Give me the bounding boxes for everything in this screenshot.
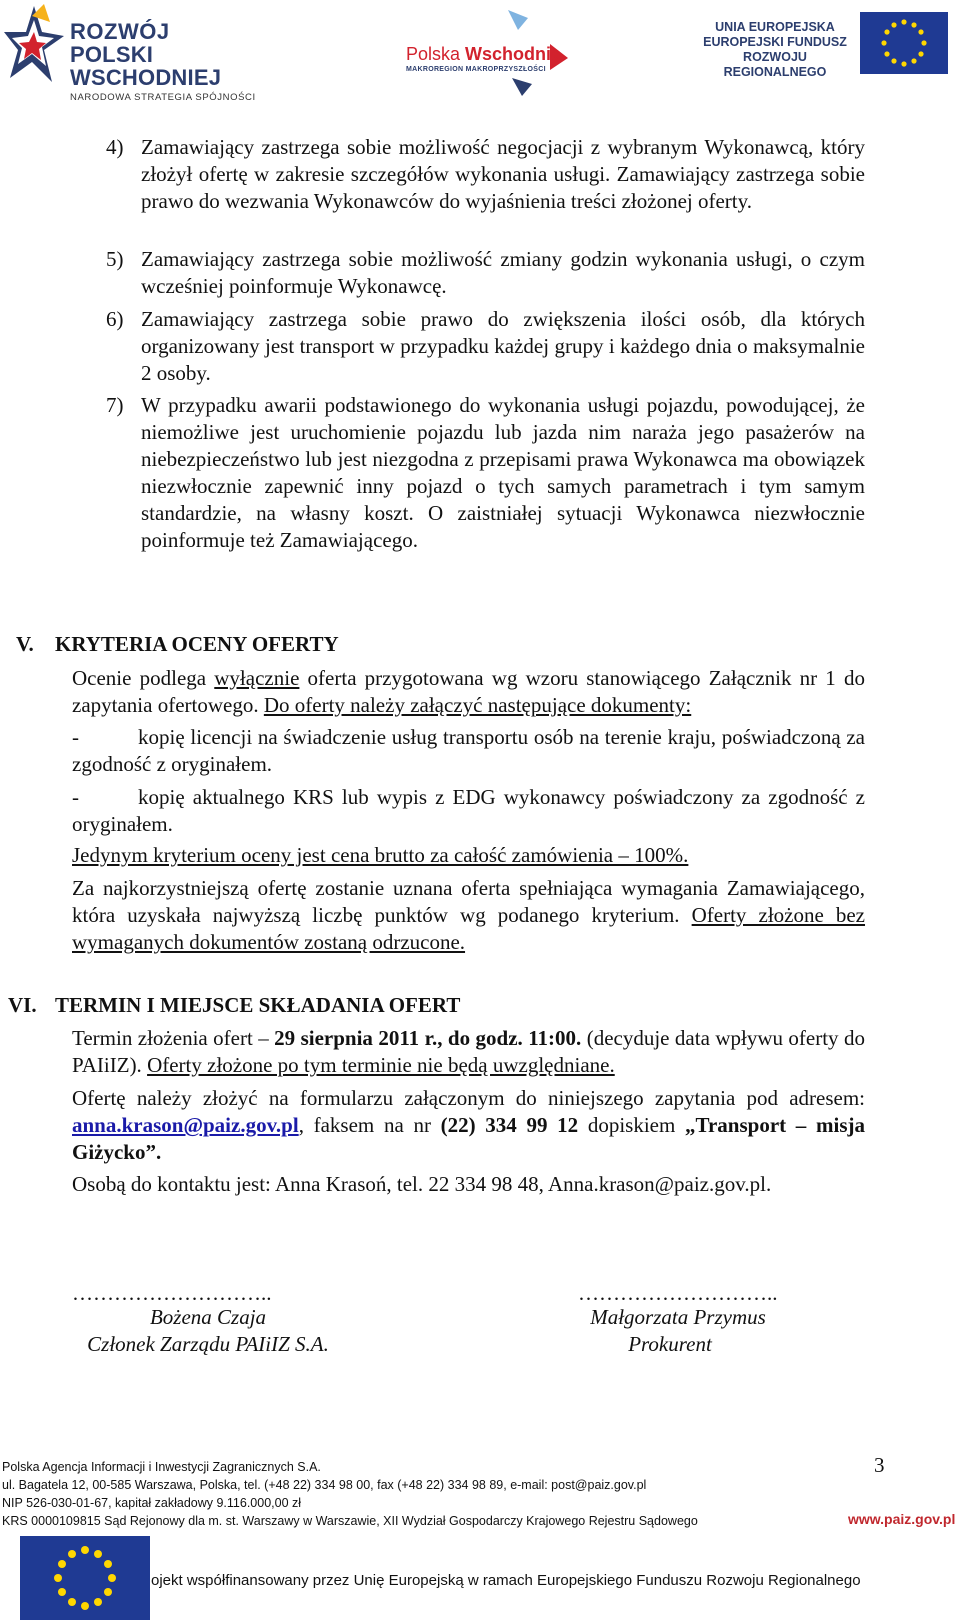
text-run: Termin złożenia ofert – bbox=[72, 1026, 275, 1050]
eu-flag-icon bbox=[860, 12, 948, 74]
item-text: Zamawiający zastrzega sobie możliwość negocjacji z wybranym Wykonawcą, który złożył ofertę w zakresie szczegółów wykonania usługi. Zamawiający zastrzega sobie prawo do wezwania Wykonawców do wyjaśnienia treści złożonej oferty. bbox=[141, 135, 865, 213]
signatory-name-left: Bożena Czaja bbox=[149, 1305, 267, 1329]
unia-europejska-logo bbox=[700, 10, 955, 80]
polska-wschodnia-logo bbox=[400, 8, 590, 96]
rpw-title-line1: ROZWÓJ bbox=[70, 19, 170, 44]
underlined-text: Oferty złożone po tym terminie nie będą uwzględniane. bbox=[147, 1053, 615, 1077]
underlined-text: Do oferty należy załączyć następujące dokumenty: bbox=[263, 693, 692, 717]
signature-dots-left: ……………………….. bbox=[72, 1281, 272, 1305]
underlined-text: wyłącznie bbox=[214, 666, 300, 690]
underlined-text: Oferty złożone bez wymaganych dokumentów zostaną odrzucone. bbox=[72, 903, 866, 954]
pw-subtitle: MAKROREGION MAKROPRZYSZŁOŚCI bbox=[406, 66, 546, 73]
subject-line: „Transport – misja Giżycko”. bbox=[72, 1113, 865, 1164]
rozwoj-polski-wschodniej-logo bbox=[4, 2, 304, 104]
deadline-date: 29 sierpnia 2011 r., do godz. 11:00. bbox=[274, 1026, 582, 1050]
text-run: , faksem na nr bbox=[298, 1113, 441, 1137]
section-intro bbox=[72, 665, 865, 719]
contact-text: Osobą do kontaktu jest: Anna Krasoń, tel. 22 334 98 48, Anna.krason@paiz.gov.pl. bbox=[72, 1172, 772, 1196]
section-number: V. bbox=[16, 632, 34, 656]
item-text: Zamawiający zastrzega sobie możliwość zmiany godzin wykonania usługi, o czym wcześniej poinformuje Wykonawcę. bbox=[141, 247, 865, 298]
signatory-name-right: Małgorzata Przymus bbox=[590, 1305, 766, 1329]
item-text: Zamawiający zastrzega sobie prawo do zwiększenia ilości osób, dla których organizowany jest transport w przypadku każdej grupy i każdego dnia o maksymalnie 2 osoby. bbox=[141, 307, 865, 385]
text-run: Ocenie podlega bbox=[72, 666, 215, 690]
text-run: oferta przygotowana wg wzoru stanowiącego Załącznik nr 1 do zapytania ofertowego. bbox=[72, 666, 865, 717]
fax-number: (22) 334 99 12 bbox=[440, 1113, 579, 1137]
dash-marker: - bbox=[72, 785, 79, 809]
footer-url-link[interactable]: www.paiz.gov.pl bbox=[848, 1511, 956, 1527]
ue-line1: UNIA EUROPEJSKA bbox=[715, 20, 835, 34]
rpw-title-line2: POLSKI WSCHODNIEJ bbox=[70, 42, 222, 91]
text-run: Za najkorzystniejszą ofertę zostanie uznana oferta spełniająca wymagania Zamawiającego, która uzyskała najwyższą liczbę punktów wg podanego kryterium. bbox=[72, 876, 865, 927]
section-title: KRYTERIA OCENY OFERTY bbox=[55, 632, 339, 656]
item-number: 4) bbox=[106, 135, 124, 159]
item-number: 5) bbox=[106, 247, 124, 271]
footer-project-note: ojekt współfinansowany przez Unię Europejską w ramach Europejskiego Funduszu Rozwoju Regionalnego bbox=[151, 1572, 861, 1589]
deadline-text bbox=[72, 1025, 865, 1079]
page-number: 3 bbox=[874, 1453, 885, 1477]
best-offer-text bbox=[72, 875, 865, 956]
dash-marker: - bbox=[72, 725, 79, 749]
footer-company: Polska Agencja Informacji i Inwestycji Zagranicznych S.A. bbox=[2, 1460, 321, 1474]
item-number: 7) bbox=[106, 393, 124, 417]
item-number: 6) bbox=[106, 307, 124, 331]
ue-line3: ROZWOJU REGIONALNEGO bbox=[723, 50, 827, 79]
document-list-item: kopię aktualnego KRS lub wypis z EDG wykonawcy poświadczony za zgodność z oryginałem. bbox=[72, 785, 865, 836]
signatory-role-right: Prokurent bbox=[628, 1332, 712, 1356]
text-run: dopiskiem bbox=[578, 1113, 686, 1137]
page-header bbox=[0, 0, 960, 104]
footer-krs: KRS 0000109815 Sąd Rejonowy dla m. st. Warszawy w Warszawie, XII Wydział Gospodarczy Krajowego Rejestru Sądowego bbox=[2, 1514, 698, 1528]
text-run: (decyduje data wpływu oferty do PAIiIZ). bbox=[72, 1026, 865, 1077]
signature-dots-right: ……………………….. bbox=[578, 1281, 778, 1305]
criterion-text: Jedynym kryterium oceny jest cena brutto za całość zamówienia – 100%. bbox=[72, 843, 689, 867]
submission-text bbox=[72, 1085, 865, 1166]
email-link[interactable]: anna.krason@paiz.gov.pl bbox=[72, 1113, 299, 1137]
section-title: TERMIN I MIEJSCE SKŁADANIA OFERT bbox=[55, 993, 461, 1017]
text-run: Ofertę należy złożyć na formularzu załączonym do niniejszego zapytania pod adresem: bbox=[72, 1086, 865, 1110]
pw-wschodnia: Wschodnia bbox=[465, 44, 562, 64]
document-list-item: kopię licencji na świadczenie usług transportu osób na terenie kraju, poświadczoną za zgodność z oryginałem. bbox=[72, 725, 865, 776]
signatory-role-left: Członek Zarządu PAIiIZ S.A. bbox=[87, 1332, 329, 1356]
rpw-subtitle: NARODOWA STRATEGIA SPÓJNOŚCI bbox=[70, 92, 256, 104]
eu-flag-icon bbox=[20, 1536, 150, 1620]
star-emblem-icon bbox=[4, 2, 66, 88]
section-number: VI. bbox=[8, 993, 37, 1017]
footer-nip: NIP 526-030-01-67, kapitał zakładowy 9.116.000,00 zł bbox=[2, 1496, 302, 1510]
pw-polska: Polska bbox=[406, 44, 461, 64]
footer-address: ul. Bagatela 12, 00-585 Warszawa, Polska, tel. (+48 22) 334 98 00, fax (+48 22) 334 98 89, e-mail: post@paiz.gov.pl bbox=[2, 1478, 647, 1492]
item-text: W przypadku awarii podstawionego do wykonania usługi pojazdu, powodującej, że niemożliwe jest uruchomienie pojazdu lub jazda nim naraża jego pasażerów na niebezpieczeństwo lub jest niezgodna z przepisami prawa Wykonawca ma obowiązek niezwłocznie zapewnić inny pojazd o tych samych parametrach i tym samym standardzie, na własny koszt. O zaistniałej sytuacji Wykonawca niezwłocznie poinformuje też Zamawiającego. bbox=[141, 393, 865, 552]
ue-line2: EUROPEJSKI FUNDUSZ bbox=[703, 35, 847, 49]
